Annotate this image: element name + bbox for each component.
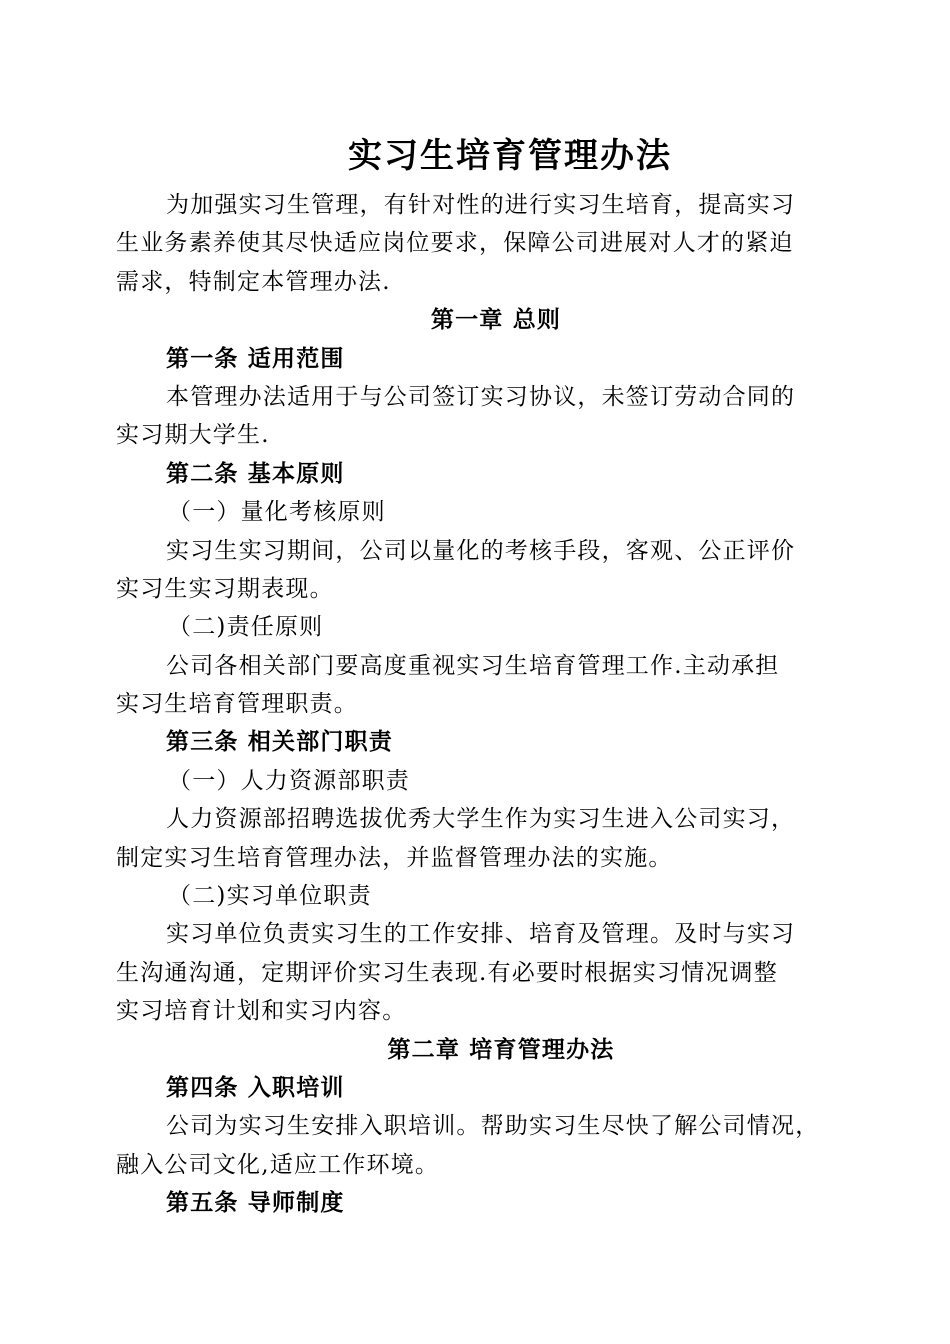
article-heading: 第三条 相关部门职责 <box>166 728 394 756</box>
paragraph-line: 实习生培育管理职责。 <box>116 691 358 718</box>
paragraph-line: 融入公司文化,适应工作环境。 <box>116 1151 440 1178</box>
subsection-heading: （一）人力资源部职责 <box>168 767 410 794</box>
subsection-heading: （二)责任原则 <box>168 614 324 641</box>
document-body <box>116 186 846 1223</box>
paragraph-line: 需求，特制定本管理办法. <box>116 268 391 295</box>
paragraph-line: 实习期大学生. <box>116 422 270 449</box>
subsection-heading: （二)实习单位职责 <box>168 883 372 910</box>
paragraph-line: 制定实习生培育管理办法，并监督管理办法的实施。 <box>116 844 673 871</box>
paragraph-line: 公司为实习生安排入职培训。帮助实习生尽快了解公司情况， <box>166 1113 820 1140</box>
paragraph-line: 实习培育计划和实习内容。 <box>116 998 407 1025</box>
paragraph-line: 人力资源部招聘选拔优秀大学生作为实习生进入公司实习， <box>166 806 796 833</box>
article-heading: 第一条 适用范围 <box>166 344 345 372</box>
paragraph-line: 生沟通沟通，定期评价实习生表现.有必要时根据实习情况调整 <box>116 959 778 986</box>
paragraph-line: 实习单位负责实习生的工作安排、培育及管理。及时与实习 <box>166 921 796 948</box>
paragraph-line: 为加强实习生管理，有针对性的进行实习生培育，提高实习 <box>166 192 796 218</box>
chapter-heading: 第一章 总则 <box>430 306 562 334</box>
paragraph-line: 实习生实习期表现。 <box>116 575 334 602</box>
article-heading: 第五条 导师制度 <box>166 1189 345 1217</box>
paragraph-line: 生业务素养使其尽快适应岗位要求，保障公司进展对人才的紧迫 <box>116 230 794 257</box>
document-title: 实习生培育管理办法 <box>348 136 672 176</box>
paragraph-line: 本管理办法适用于与公司签订实习协议，未签订劳动合同的 <box>166 383 796 410</box>
paragraph-line: 实习生实习期间，公司以量化的考核手段，客观、公正评价 <box>166 537 796 564</box>
article-heading: 第四条 入职培训 <box>166 1073 345 1101</box>
chapter-heading: 第二章 培育管理办法 <box>387 1035 615 1063</box>
subsection-heading: （一）量化考核原则 <box>168 499 386 526</box>
paragraph-line: 公司各相关部门要高度重视实习生培育管理工作.主动承担 <box>166 652 780 679</box>
article-heading: 第二条 基本原则 <box>166 459 345 487</box>
